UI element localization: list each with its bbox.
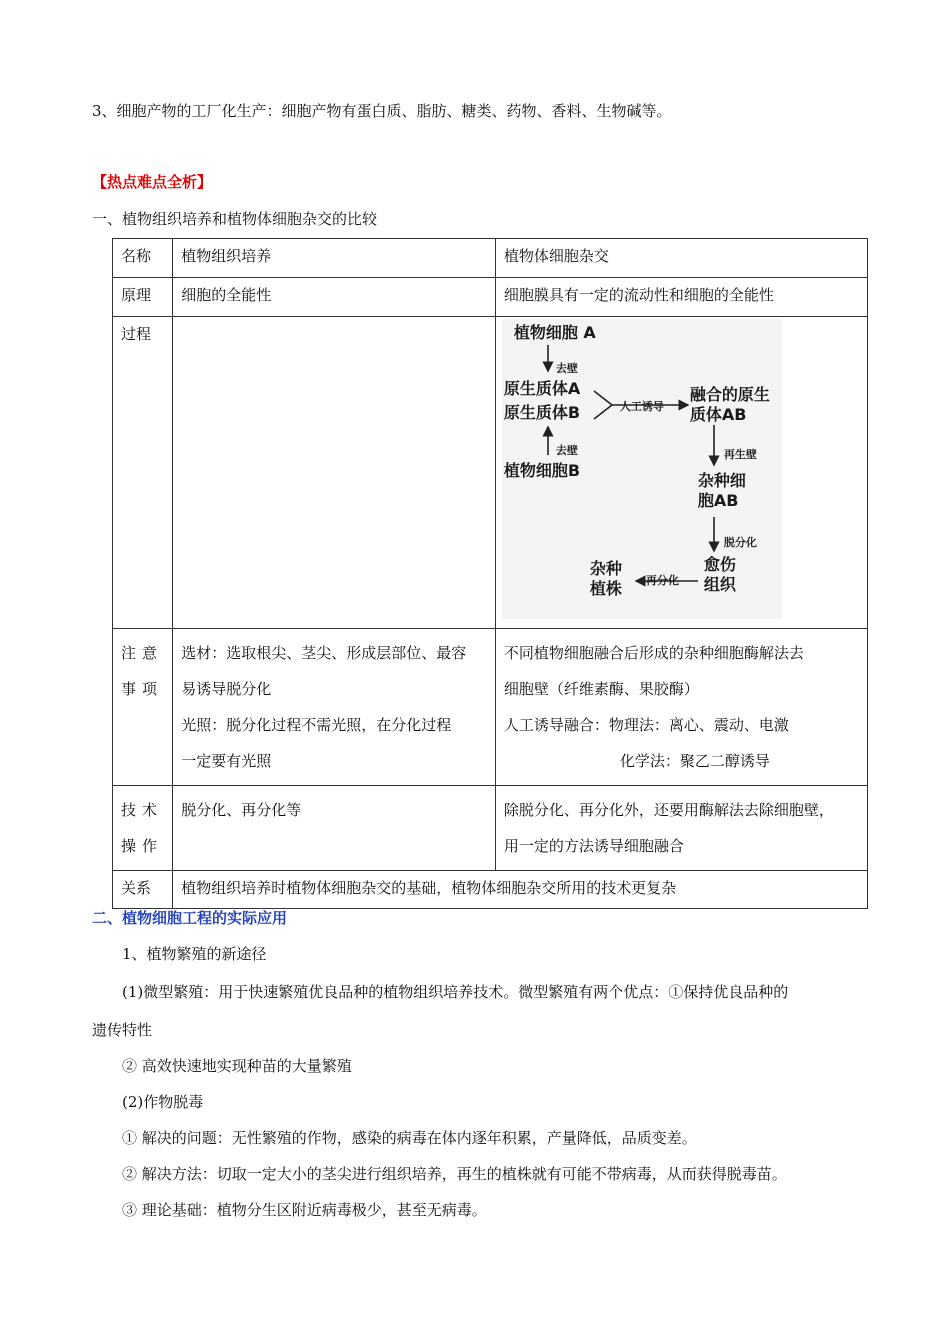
list-item: 1、植物繁殖的新途径 [122, 945, 267, 963]
table-row [113, 239, 868, 278]
notes-text: 化学法：聚乙二醇诱导 [619, 752, 770, 770]
section1-title: 一、植物组织培养和植物体细胞杂交的比较 [92, 210, 378, 228]
list-item: 遗传特性 [92, 1021, 153, 1039]
notes-text: 细胞壁（纤维素酶、果胶酶） [503, 680, 699, 698]
table-row [113, 629, 868, 786]
notes-text: 选材：选取根尖、茎尖、形成层部位、最容 [181, 644, 467, 662]
table-cell [495, 629, 867, 786]
notes-text: 光照：脱分化过程不需光照，在分化过程 [181, 716, 452, 734]
table-cell: 细胞的全能性 [173, 278, 496, 317]
table-cell [495, 786, 867, 871]
node-fused-1: 融合的原生 [689, 385, 770, 404]
label-rediff: 再分化 [645, 574, 679, 587]
table-row [113, 317, 868, 629]
notes-text: 人工诱导融合：物理法：离心、震动、电激 [503, 716, 789, 734]
node-callus-2: 组织 [703, 575, 736, 594]
list-item: ① 解决的问题：无性繁殖的作物，感染的病毒在体内逐年积累，产量降低，品质变差。 [122, 1129, 697, 1147]
hot-heading: 【热点难点全析】 [92, 173, 213, 191]
merge-bracket [594, 391, 612, 419]
label-dediff: 脱分化 [723, 536, 757, 549]
table-cell: 植物组织培养 [173, 239, 496, 278]
label-regen-wall: 再生壁 [723, 448, 757, 461]
table-row [113, 871, 868, 909]
table-cell [113, 786, 173, 871]
section2-title: 二、植物细胞工程的实际应用 [92, 909, 288, 927]
table-cell: 植物体细胞杂交 [495, 239, 867, 278]
list-item: (2)作物脱毒 [122, 1093, 204, 1111]
table-cell: 过程 [113, 317, 173, 629]
table-cell [173, 317, 496, 629]
label-induce: 人工诱导 [619, 400, 664, 413]
node-protoplast-a: 原生质体A [503, 379, 581, 398]
notes-label: 注意事项 [121, 644, 164, 698]
table-cell: 细胞膜具有一定的流动性和细胞的全能性 [495, 278, 867, 317]
table-row [113, 786, 868, 871]
label-remove-wall: 去壁 [555, 444, 578, 457]
table-cell: 植物组织培养时植物体细胞杂交的基础，植物体细胞杂交所用的技术更复杂 [173, 871, 868, 909]
technique-text: 用一定的方法诱导细胞融合 [503, 837, 684, 855]
node-cell-a: 植物细胞 A [513, 323, 596, 342]
table-cell [113, 629, 173, 786]
node-callus-1: 愈伤 [703, 555, 736, 574]
table-cell [495, 317, 867, 629]
technique-text: 除脱分化、再分化外，还要用酶解法去除细胞壁， [503, 801, 834, 819]
node-cell-b: 植物细胞B [503, 461, 581, 480]
notes-text: 不同植物细胞融合后形成的杂种细胞酶解法去 [503, 644, 804, 662]
list-item: ② 高效快速地实现种苗的大量繁殖 [122, 1057, 352, 1075]
label-remove-wall: 去壁 [555, 362, 578, 375]
table-cell [173, 629, 496, 786]
node-plant-1: 杂种 [589, 559, 622, 578]
list-item: (1)微型繁殖：用于快速繁殖优良品种的植物组织培养技术。微型繁殖有两个优点：①保持优良品种的 [122, 983, 789, 1001]
notes-text: 易诱导脱分化 [181, 680, 272, 698]
table-cell: 名称 [113, 239, 173, 278]
fusion-diagram [502, 319, 782, 619]
node-hybrid-1: 杂种细 [697, 471, 746, 490]
node-plant-2: 植株 [589, 579, 622, 598]
comparison-table [112, 238, 868, 909]
list-item: ③ 理论基础：植物分生区附近病毒极少，甚至无病毒。 [122, 1201, 487, 1219]
technique-label: 技术操作 [121, 801, 164, 855]
table-cell: 原理 [113, 278, 173, 317]
node-protoplast-b: 原生质体B [503, 403, 581, 422]
intro-item: 3、细胞产物的工厂化生产：细胞产物有蛋白质、脂肪、糖类、药物、香料、生物碱等。 [92, 102, 672, 120]
node-fused-2: 质体AB [689, 405, 747, 424]
table-cell: 脱分化、再分化等 [173, 786, 496, 871]
list-item: ② 解决方法：切取一定大小的茎尖进行组织培养，再生的植株就有可能不带病毒，从而获得脱毒苗。 [122, 1165, 787, 1183]
table-row [113, 278, 868, 317]
node-hybrid-2: 胞AB [697, 491, 739, 510]
notes-text: 一定要有光照 [181, 752, 272, 770]
table-cell: 关系 [113, 871, 173, 909]
